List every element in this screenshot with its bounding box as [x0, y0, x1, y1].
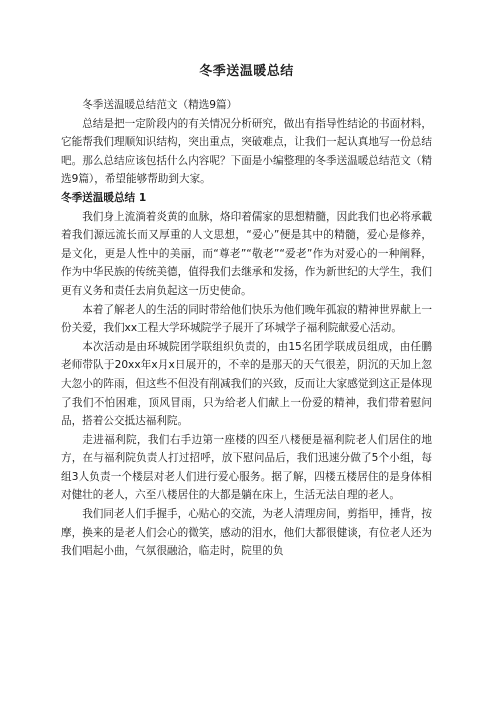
body-paragraph: 我们身上流淌着炎黄的血脉，烙印着儒家的思想精髓，因此我们也必将承載着我们源远流长而又厚重的人文思想，“爱心”便是其中的精髓，爱心是修养，是文化，更是人性中的美丽，而“尊老”“敬老”“爱老”作为对爱心的一种阐释，作为中华民族的传统美德，值得我们去继承和发扬，作为新世纪的大学生，我们更有义务和责任去肩负起这一历史使命。	[61, 210, 432, 297]
document-title: 冬季送温暖总结	[199, 64, 294, 79]
intro-line: 冬季送温暖总结范文（精选9篇）	[82, 99, 238, 111]
body-paragraph: 走进福利院，我们右手边第一座楼的四至八楼便是福利院老人们居住的地方，在与福利院负责人打过招呼，放下慰问品后，我们迅速分做了5个小组，每组3人负责一个楼层对老人们进行爱心服务。据了解，四楼五楼居住的是身体相对健壮的老人，六至八楼居住的大都是躺在床上，生活无法自理的老人。	[61, 433, 432, 502]
body-paragraph: 我们同老人们手握手，心贴心的交流，为老人清理房间，剪指甲，捶背，按摩，换来的是老人们会心的微笑，感动的泪水，他们大都很健谈，有位老人还为我们唱起小曲，气氛很融洽，临走时，院里的负	[61, 508, 432, 558]
body-paragraph: 本次活动是由环城院团学联组织负责的，由15名团学联成员组成，由任鹏老师带队于20xx年x月x日展开的，不幸的是那天的天气很差，阴沉的天加上忽大忽小的阵雨，但这些不但没有削减我们的兴致，反而让大家感觉到这正是体现了我们不怕困难，顶风冒雨，只为给老人们献上一份爱的精神，我们带着慰问品，搭着公交抵达福利院。	[61, 340, 432, 428]
body-paragraph: 本着了解老人的生活的同时带给他们快乐为他们晚年孤寂的精神世界献上一份关爱，我们xx工程大学环城院学子展开了环城学子福利院献爱心活动。	[61, 303, 432, 335]
intro-paragraph: 总结是把一定阶段内的有关情况分析研究，做出有指导性结论的书面材料，它能帮我们理顺知识结构，突出重点，突破难点，让我们一起认真地写一份总结吧。那么总结应该包括什么内容呢？下面是小编整理的冬季送温暖总结范文（精选9篇），希望能够帮助到大家。	[61, 117, 432, 186]
section-heading: 冬季送温暖总结 1	[61, 191, 147, 204]
